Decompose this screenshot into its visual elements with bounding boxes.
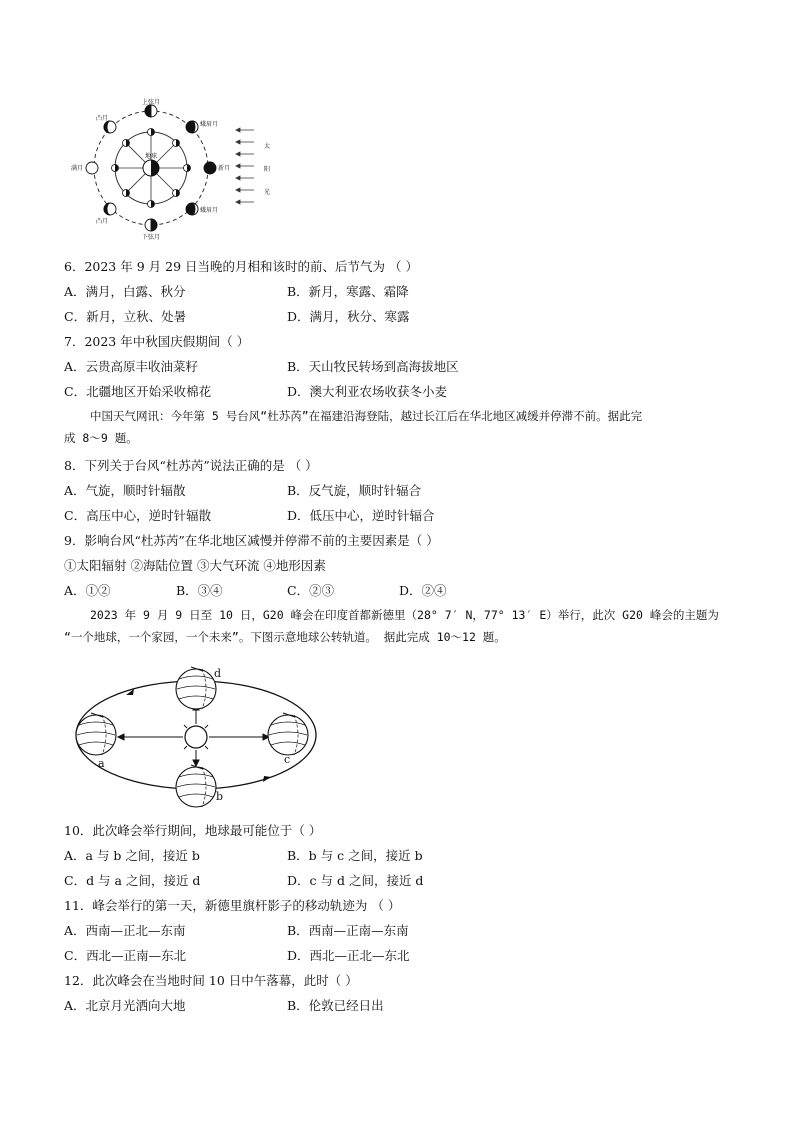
q11-option-b[interactable]: B．西南—正南—东南 bbox=[287, 923, 409, 938]
orbit-label-a: a bbox=[98, 757, 105, 770]
q8-stem: 8．下列关于台风“杜苏芮”说法正确的是 （ ） bbox=[64, 458, 318, 473]
phase-label-upper-right: 蛾眉月 bbox=[200, 121, 219, 128]
earth-label: 地球 bbox=[145, 153, 158, 160]
phase-label-top: 上弦月 bbox=[142, 99, 161, 106]
q6-option-a[interactable]: A．满月，白露、秋分 bbox=[64, 284, 186, 299]
q9-stem: 9．影响台风“杜苏芮”在华北地区减慢并停滞不前的主要因素是（ ） bbox=[64, 533, 439, 548]
sun-label-1: 太 bbox=[264, 143, 271, 150]
g20-passage bbox=[64, 604, 734, 648]
orbit-label-c: c bbox=[284, 753, 291, 766]
q8-option-c[interactable]: C．高压中心，逆时针辐散 bbox=[64, 508, 212, 523]
typhoon-passage-line2: 成 8～9 题。 bbox=[64, 431, 138, 445]
orbit-label-d: d bbox=[214, 667, 222, 680]
q6-stem: 6．2023 年 9 月 29 日当晚的月相和该时的前、后节气为 （ ） bbox=[64, 259, 418, 274]
q10-stem: 10．此次峰会举行期间，地球最可能位于（ ） bbox=[64, 823, 322, 838]
q10-option-d[interactable]: D．c 与 d 之间，接近 d bbox=[287, 873, 424, 888]
sun-label-2: 阳 bbox=[264, 166, 271, 173]
phase-label-lower-right: 蛾眉月 bbox=[200, 207, 219, 214]
q11-option-a[interactable]: A．西南—正北—东南 bbox=[64, 923, 186, 938]
orbit-label-b: b bbox=[216, 790, 224, 803]
q9-factors: ①太阳辐射 ②海陆位置 ③大气环流 ④地形因素 bbox=[64, 558, 326, 573]
q11-option-c[interactable]: C．西北—正南—东北 bbox=[64, 948, 187, 963]
phase-label-lower-left: 凸月 bbox=[96, 218, 109, 225]
q12-option-b[interactable]: B．伦敦已经日出 bbox=[287, 998, 384, 1013]
sun-label-3: 光 bbox=[264, 189, 271, 196]
q9-option-c[interactable]: C．②③ bbox=[287, 583, 335, 598]
phase-label-right: 新月 bbox=[218, 165, 231, 172]
q12-option-a[interactable]: A．北京月光洒向大地 bbox=[64, 998, 186, 1013]
q7-stem: 7．2023 年中秋国庆假期间（ ） bbox=[64, 334, 250, 349]
typhoon-passage-line1: 中国天气网讯：今年第 5 号台风“杜苏芮”在福建沿海登陆，越过长江后在华北地区减缓并停滞不前。据此完 bbox=[90, 409, 643, 423]
q8-option-b[interactable]: B．反气旋，顺时针辐合 bbox=[287, 483, 422, 498]
q9-option-a[interactable]: A．①② bbox=[64, 583, 111, 598]
q8-option-d[interactable]: D．低压中心，逆时针辐合 bbox=[287, 508, 435, 523]
q7-option-d[interactable]: D．澳大利亚农场收获冬小麦 bbox=[287, 384, 448, 399]
typhoon-passage bbox=[64, 405, 734, 449]
q12-stem: 12．此次峰会在当地时间 10 日中午落幕，此时（ ） bbox=[64, 973, 358, 988]
q11-stem: 11．峰会举行的第一天，新德里旗杆影子的移动轨迹为 （ ） bbox=[64, 898, 401, 913]
phase-label-left: 满月 bbox=[71, 165, 84, 172]
q7-option-a[interactable]: A．云贵高原丰收油菜籽 bbox=[64, 359, 199, 374]
moon-phase-diagram bbox=[66, 96, 288, 246]
q6-option-d[interactable]: D．满月，秋分、寒露 bbox=[287, 309, 410, 324]
phase-label-upper-left: 凸月 bbox=[96, 115, 109, 122]
sun-icon bbox=[179, 720, 213, 754]
g20-passage-line1: 2023 年 9 月 9 日至 10 日，G20 峰会在印度首都新德里（28° 7′ N，77° 13′ E）举行，此次 G20 峰会的主题为 bbox=[90, 608, 719, 622]
q7-option-b[interactable]: B．天山牧民转场到高海拔地区 bbox=[287, 359, 459, 374]
q7-option-c[interactable]: C．北疆地区开始采收棉花 bbox=[64, 384, 212, 399]
earth-orbit-diagram bbox=[66, 657, 330, 809]
q9-option-d[interactable]: D．②④ bbox=[399, 583, 447, 598]
q11-option-d[interactable]: D．西北—正北—东北 bbox=[287, 948, 410, 963]
q10-option-c[interactable]: C．d 与 a 之间，接近 d bbox=[64, 873, 201, 888]
q10-option-b[interactable]: B．b 与 c 之间，接近 b bbox=[287, 848, 423, 863]
q6-option-b[interactable]: B．新月，寒露、霜降 bbox=[287, 284, 409, 299]
g20-passage-line2: “一个地球，一个家园，一个未来”。下图示意地球公转轨道。 据此完成 10～12 题。 bbox=[64, 630, 506, 644]
phase-label-bottom: 下弦月 bbox=[142, 234, 161, 241]
q8-option-a[interactable]: A．气旋，顺时针辐散 bbox=[64, 483, 186, 498]
q10-option-a[interactable]: A．a 与 b 之间，接近 b bbox=[64, 848, 200, 863]
q9-option-b[interactable]: B．③④ bbox=[176, 583, 223, 598]
q6-option-c[interactable]: C．新月，立秋、处暑 bbox=[64, 309, 187, 324]
